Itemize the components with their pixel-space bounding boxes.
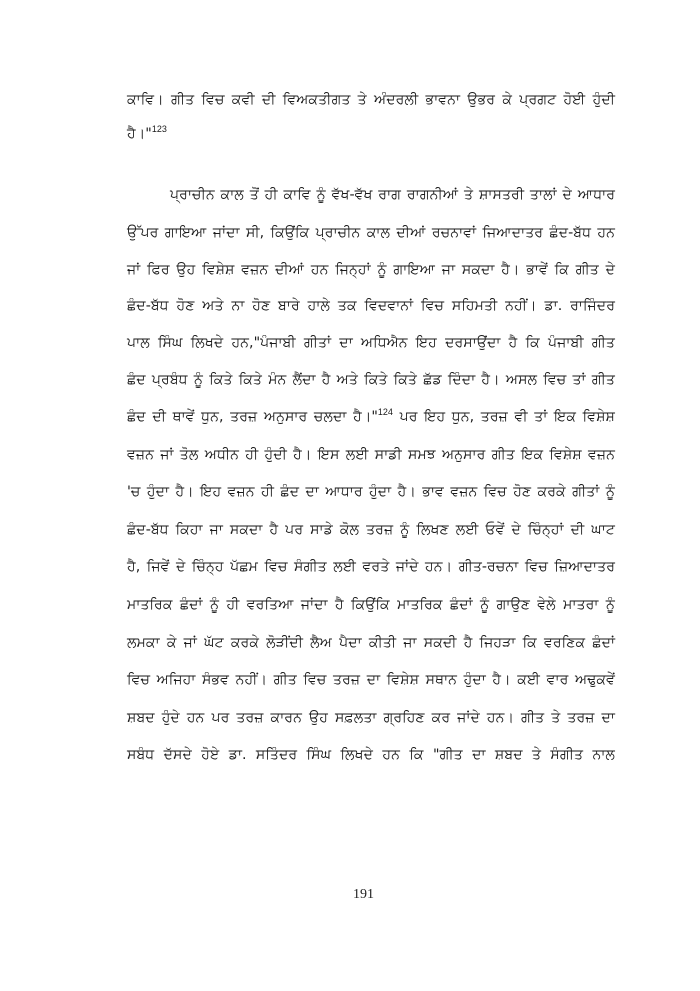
footnote-ref: 123 [151, 124, 167, 134]
text-line: ਹੈ, ਜਿਵੇਂ ਦੇ ਚਿੰਨ੍ਹ ਪੱਛਮ ਵਿਚ ਸੰਗੀਤ ਲਈ ਵਰਤੇ ਜਾਂਦੇ ਹਨ। ਗੀਤ-ਰਚਨਾ ਵਿਚ ਜ਼ਿਆਦਾਤਰ [127, 559, 615, 575]
text-line: ਲਮਕਾ ਕੇ ਜਾਂ ਘੱਟ ਕਰਕੇ ਲੋੜੀਂਦੀ ਲੈਅ ਪੈਦਾ ਕੀਤੀ ਜਾ ਸਕਦੀ ਹੈ ਜਿਹੜਾ ਕਿ ਵਰਣਿਕ ਛੰਦਾਂ [127, 635, 615, 651]
text-line: ਪ੍ਰਾਚੀਨ ਕਾਲ ਤੋਂ ਹੀ ਕਾਵਿ ਨੂੰ ਵੱਖ-ਵੱਖ ਰਾਗ ਰਾਗਨੀਆਂ ਤੇ ਸ਼ਾਸਤਰੀ ਤਾਲਾਂ ਦੇ ਆਧਾਰ [170, 187, 615, 203]
text-line: ਕਾਵਿ। ਗੀਤ ਵਿਚ ਕਵੀ ਦੀ ਵਿਅਕਤੀਗਤ ਤੇ ਅੰਦਰਲੀ ਭਾਵਨਾ ਉਭਰ ਕੇ ਪ੍ਰਗਟ ਹੋਈ ਹੁੰਦੀ [127, 92, 615, 108]
text-line: ਛੰਦ-ਬੱਧ ਕਿਹਾ ਜਾ ਸਕਦਾ ਹੈ ਪਰ ਸਾਡੇ ਕੋਲ ਤਰਜ਼ ਨੂੰ ਲਿਖਣ ਲਈ ਓਵੇਂ ਦੇ ਚਿੰਨ੍ਹਾਂ ਦੀ ਘਾਟ [127, 522, 615, 538]
text-line: ਸ਼ਬਦ ਹੁੰਦੇ ਹਨ ਪਰ ਤਰਜ਼ ਕਾਰਨ ਉਹ ਸਫ਼ਲਤਾ ਗ੍ਰਹਿਣ ਕਰ ਜਾਂਦੇ ਹਨ। ਗੀਤ ਤੇ ਤਰਜ਼ ਦਾ [127, 710, 615, 726]
text-span: ਹੈ।" [127, 126, 152, 142]
text-line: ਉੱਪਰ ਗਾਇਆ ਜਾਂਦਾ ਸੀ, ਕਿਉਂਕਿ ਪ੍ਰਾਚੀਨ ਕਾਲ ਦੀਆਂ ਰਚਨਾਵਾਂ ਜਿਆਦਾਤਰ ਛੰਦ-ਬੱਧ ਹਨ [127, 225, 615, 241]
text-line: ਸਬੰਧ ਦੱਸਦੇ ਹੋਏ ਡਾ. ਸਤਿੰਦਰ ਸਿੰਘ ਲਿਖਦੇ ਹਨ ਕਿ "ਗੀਤ ਦਾ ਸ਼ਬਦ ਤੇ ਸੰਗੀਤ ਨਾਲ [127, 747, 615, 763]
text-line: ਮਾਤਰਿਕ ਛੰਦਾਂ ਨੂੰ ਹੀ ਵਰਤਿਆ ਜਾਂਦਾ ਹੈ ਕਿਉਂਕਿ ਮਾਤਰਿਕ ਛੰਦਾਂ ਨੂੰ ਗਾਉਣ ਵੇਲੇ ਮਾਤਰਾ ਨੂੰ [127, 597, 615, 613]
page-number: 191 [353, 887, 374, 902]
text-line [127, 124, 615, 144]
text-line: 'ਚ ਹੁੰਦਾ ਹੈ। ਇਹ ਵਜ਼ਨ ਹੀ ਛੰਦ ਦਾ ਆਧਾਰ ਹੁੰਦਾ ਹੈ। ਭਾਵ ਵਜ਼ਨ ਵਿਚ ਹੋਣ ਕਰਕੇ ਗੀਤਾਂ ਨੂੰ [127, 484, 615, 500]
text-line: ਵਜ਼ਨ ਜਾਂ ਤੋਲ ਅਧੀਨ ਹੀ ਹੁੰਦੀ ਹੈ। ਇਸ ਲਈ ਸਾਡੀ ਸਮਝ ਅਨੁਸਾਰ ਗੀਤ ਇਕ ਵਿਸ਼ੇਸ਼ ਵਜ਼ਨ [127, 447, 615, 463]
text-span: ਪਰ ਇਹ ਧੁਨ, ਤਰਜ਼ ਵੀ ਤਾਂ ਇਕ ਵਿਸ਼ੇਸ਼ [392, 409, 615, 425]
text-line: ਪਾਲ ਸਿੰਘ ਲਿਖਦੇ ਹਨ,"ਪੰਜਾਬੀ ਗੀਤਾਂ ਦਾ ਅਧਿਐਨ ਇਹ ਦਰਸਾਉਂਦਾ ਹੈ ਕਿ ਪੰਜਾਬੀ ਗੀਤ [127, 335, 615, 351]
footnote-ref: 124 [377, 407, 393, 417]
text-span: ਛੰਦ ਦੀ ਥਾਵੇਂ ਧੁਨ, ਤਰਜ਼ ਅਨੁਸਾਰ ਚਲਦਾ ਹੈ।" [127, 409, 378, 425]
text-line: ਛੰਦ ਪ੍ਰਬੰਧ ਨੂੰ ਕਿਤੇ ਕਿਤੇ ਮੰਨ ਲੈਂਦਾ ਹੈ ਅਤੇ ਕਿਤੇ ਕਿਤੇ ਛੱਡ ਦਿੰਦਾ ਹੈ। ਅਸਲ ਵਿਚ ਤਾਂ ਗੀਤ [127, 372, 615, 388]
text-line [127, 407, 615, 427]
text-line: ਵਿਚ ਅਜਿਹਾ ਸੰਭਵ ਨਹੀਂ। ਗੀਤ ਵਿਚ ਤਰਜ਼ ਦਾ ਵਿਸ਼ੇਸ਼ ਸਥਾਨ ਹੁੰਦਾ ਹੈ। ਕਈ ਵਾਰ ਅਢੁਕਵੇਂ [127, 672, 615, 688]
text-line: ਜਾਂ ਫਿਰ ਉਹ ਵਿਸ਼ੇਸ਼ ਵਜ਼ਨ ਦੀਆਂ ਹਨ ਜਿਨ੍ਹਾਂ ਨੂੰ ਗਾਇਆ ਜਾ ਸਕਦਾ ਹੈ। ਭਾਵੇਂ ਕਿ ਗੀਤ ਦੇ [127, 262, 615, 278]
text-line: ਛੰਦ-ਬੱਧ ਹੋਣ ਅਤੇ ਨਾ ਹੋਣ ਬਾਰੇ ਹਾਲੇ ਤਕ ਵਿਦਵਾਨਾਂ ਵਿਚ ਸਹਿਮਤੀ ਨਹੀਂ। ਡਾ. ਰਾਜਿੰਦਰ [127, 298, 615, 314]
